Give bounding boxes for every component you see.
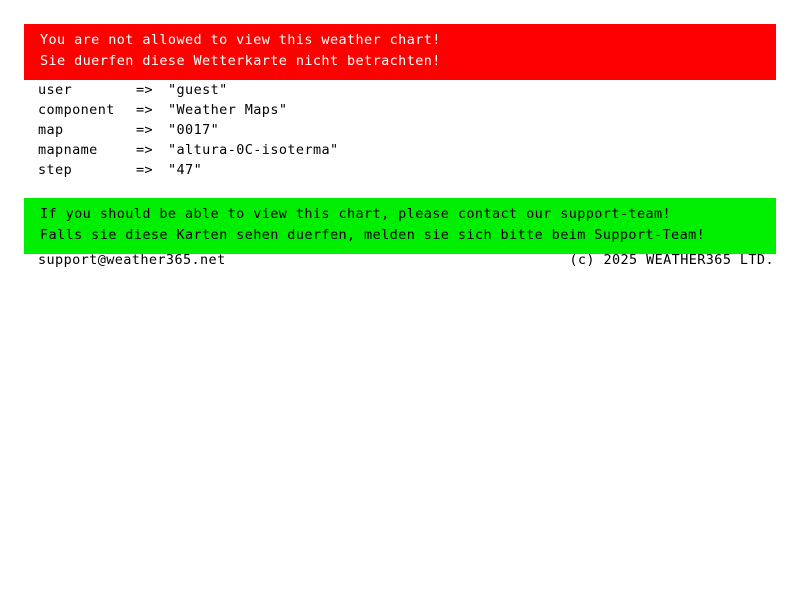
param-key: component: [38, 102, 115, 118]
table-row: [38, 80, 339, 100]
copyright-notice: (c) 2025 WEATHER365 LTD.: [569, 252, 774, 268]
error-banner-line-de: Sie duerfen diese Wetterkarte nicht betrachten!: [40, 53, 441, 69]
table-row: [38, 160, 339, 180]
info-banner: [24, 198, 776, 254]
parameter-list: [38, 80, 339, 180]
param-arrow: =>: [136, 162, 154, 178]
table-row: [38, 100, 339, 120]
param-key: step: [38, 162, 73, 178]
param-arrow: =>: [136, 122, 154, 138]
error-banner: [24, 24, 776, 80]
param-value: "guest": [168, 82, 228, 98]
info-banner-line-de: Falls sie diese Karten sehen duerfen, melden sie sich bitte beim Support-Team!: [40, 227, 706, 243]
parameter-table: [38, 80, 339, 180]
param-arrow: =>: [136, 102, 154, 118]
param-value: "0017": [168, 122, 220, 138]
error-banner-line-en: You are not allowed to view this weather chart!: [40, 32, 441, 48]
param-value: "47": [168, 162, 203, 178]
param-key: user: [38, 82, 73, 98]
param-value: "Weather Maps": [168, 102, 288, 118]
param-key: mapname: [38, 142, 98, 158]
footer: [38, 250, 776, 270]
info-banner-line-en: If you should be able to view this chart, please contact our support-team!: [40, 206, 672, 222]
param-arrow: =>: [136, 82, 154, 98]
param-arrow: =>: [136, 142, 154, 158]
support-email[interactable]: support@weather365.net: [38, 252, 226, 268]
param-key: map: [38, 122, 64, 138]
table-row: [38, 140, 339, 160]
param-value: "altura-0C-isoterma": [168, 142, 339, 158]
table-row: [38, 120, 339, 140]
